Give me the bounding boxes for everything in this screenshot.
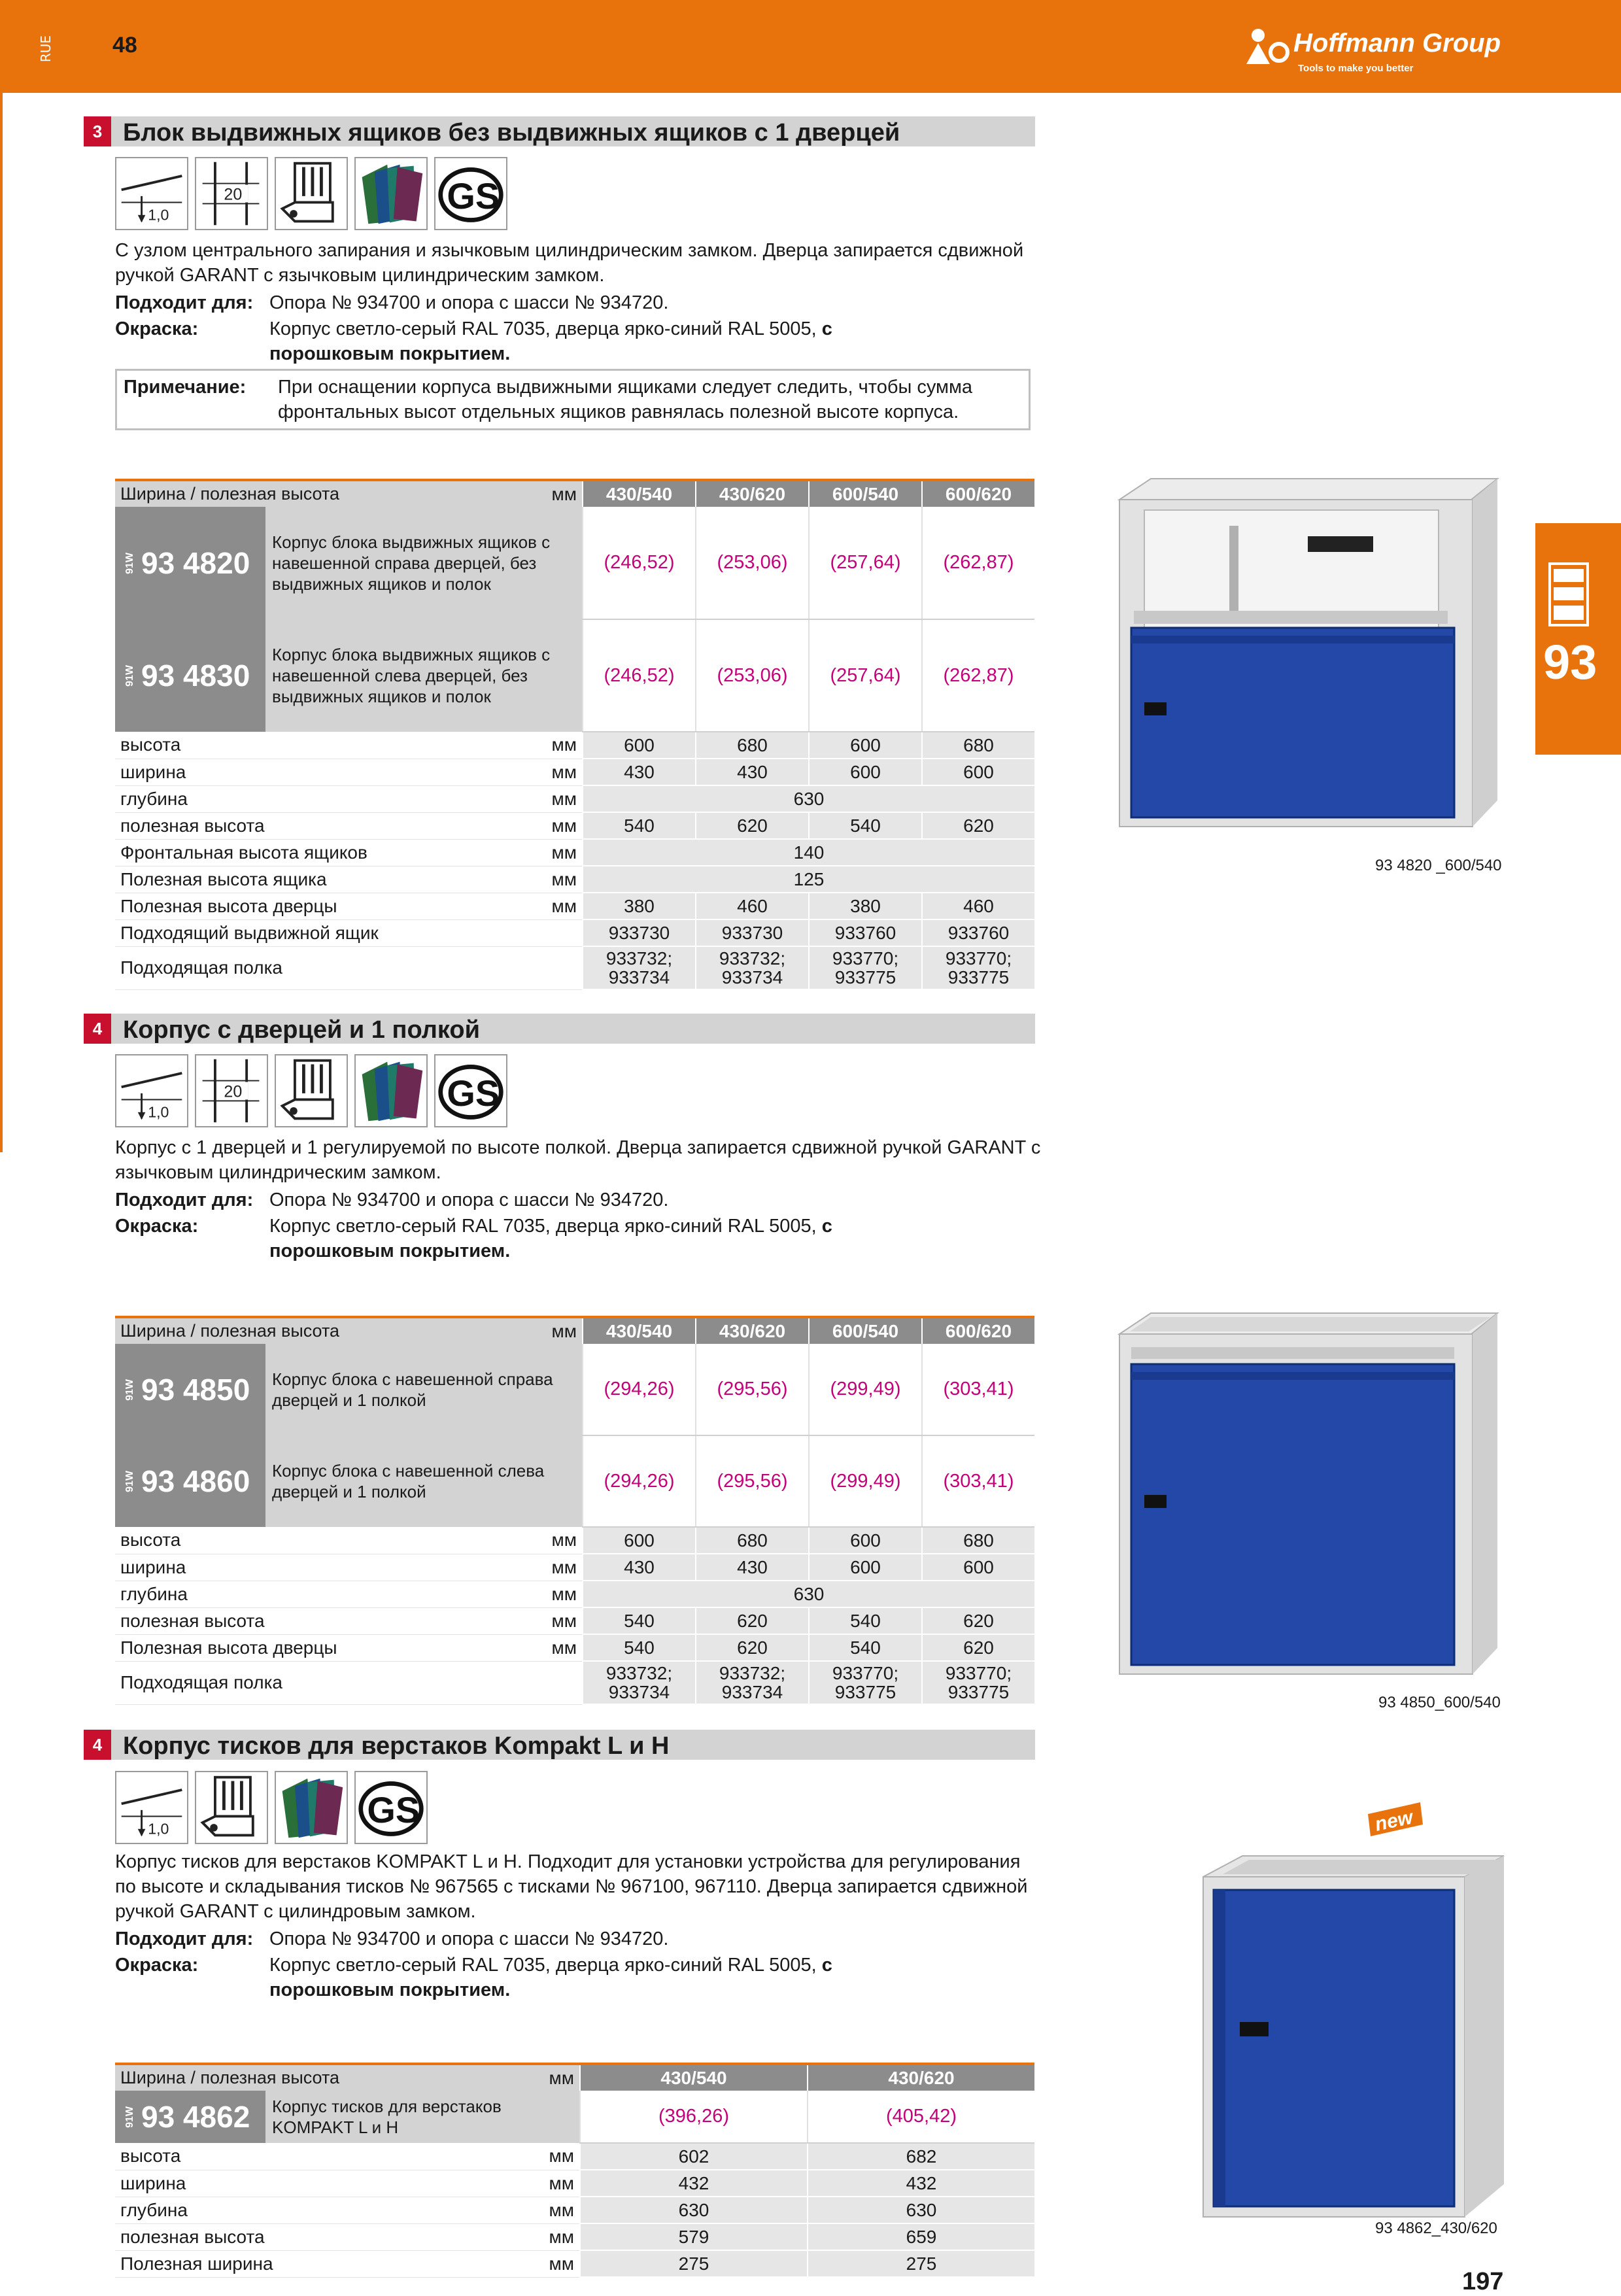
article-number: 93 4860 xyxy=(141,1464,250,1498)
article-price: (294,26) xyxy=(583,1344,696,1435)
svg-text:new: new xyxy=(1373,1806,1415,1836)
table-header xyxy=(115,480,1034,507)
spec-table xyxy=(115,2063,1034,2278)
fits-value: Опора № 934700 и опора с шасси № 934720. xyxy=(269,1928,669,1949)
spec-label: полезная высота xyxy=(115,1607,532,1634)
image-caption: 93 4850_600/540 xyxy=(1378,1694,1501,1711)
central-locking-icon xyxy=(275,1054,348,1127)
article-price: (299,49) xyxy=(809,1344,922,1435)
section-title: Корпус тисков для верстаков Kompakt L и H xyxy=(123,1732,670,1760)
svg-text:20: 20 xyxy=(224,1082,243,1101)
spec-value: 933730 xyxy=(696,919,809,946)
spec-value: 620 xyxy=(922,1634,1034,1661)
spec-value: 630 xyxy=(583,1581,1034,1607)
spec-value: 630 xyxy=(580,2197,808,2223)
spec-value: 620 xyxy=(696,1607,809,1634)
spec-label: Подходящая полка xyxy=(115,946,532,989)
fits-value: Опора № 934700 и опора с шасси № 934720. xyxy=(269,292,669,313)
article-description: Корпус тисков для верстаков KOMPAKT L и H xyxy=(265,2091,580,2143)
spec-value: 620 xyxy=(922,1607,1034,1634)
article-row xyxy=(115,1435,1034,1527)
article-code-cell xyxy=(115,1435,265,1527)
svg-text:GS: GS xyxy=(447,1072,500,1114)
spec-value: 432 xyxy=(808,2170,1034,2197)
spec-value: 933732; 933734 xyxy=(696,1661,809,1704)
col-header: 430/620 xyxy=(808,2064,1034,2091)
paint-value-bold: с порошковым покрытием. xyxy=(269,1216,832,1261)
chapter-number: 93 xyxy=(1543,635,1597,689)
col-header: 430/620 xyxy=(696,480,809,507)
hoffmann-logo-icon xyxy=(1245,26,1292,65)
note-text: При оснащении корпуса выдвижными ящиками следует следить, чтобы сумма фронтальных высот отдельных ящиков равнялась полезной высоте корпуса. xyxy=(278,377,973,422)
col-header: 430/620 xyxy=(696,1317,809,1344)
spec-value: 125 xyxy=(583,866,1034,893)
spec-label: ширина xyxy=(115,1554,532,1581)
table-header-unit: мм xyxy=(532,1317,583,1344)
spec-label: Фронтальная высота ящиков xyxy=(115,839,532,866)
article-code-cell xyxy=(115,507,265,619)
footer-page-number: 197 xyxy=(1462,2268,1504,2295)
product-image xyxy=(1190,1792,1517,2223)
article-description: Корпус блока выдвижных ящиков с навешенной слева дверцей, без выдвижных ящиков и полок xyxy=(265,619,583,732)
spec-unit: мм xyxy=(530,2223,580,2250)
spec-unit: мм xyxy=(532,1581,583,1607)
spec-value: 933770; 933775 xyxy=(809,946,922,989)
svg-text:1,0: 1,0 xyxy=(148,206,169,224)
spec-unit: мм xyxy=(530,2143,580,2170)
spec-label: полезная высота xyxy=(115,2223,530,2250)
spec-value: 659 xyxy=(808,2223,1034,2250)
paint-value-bold: с порошковым покрытием. xyxy=(269,1955,832,2000)
spec-value: 430 xyxy=(696,759,809,785)
spec-unit: мм xyxy=(532,1607,583,1634)
table-header-unit: мм xyxy=(530,2064,580,2091)
spec-value: 380 xyxy=(583,893,696,919)
gs-mark-icon xyxy=(354,1771,428,1844)
article-price: (257,64) xyxy=(809,619,922,732)
svg-text:1,0: 1,0 xyxy=(148,1103,169,1121)
section-description: С узлом центрального запирания и язычковым цилиндрическим замком. Дверца запирается сдвижной ручкой GARANT с язычковым цилиндрическим замком. xyxy=(115,240,1024,286)
spec-value: 680 xyxy=(922,1527,1034,1554)
spec-row xyxy=(115,2197,1034,2223)
spec-row xyxy=(115,1527,1034,1554)
spec-unit xyxy=(532,946,583,989)
spec-value: 540 xyxy=(583,1607,696,1634)
spec-row xyxy=(115,893,1034,919)
spec-value: 600 xyxy=(809,732,922,759)
svg-text:1,0: 1,0 xyxy=(148,1820,169,1838)
svg-text:20: 20 xyxy=(224,185,243,204)
spec-value: 140 xyxy=(583,839,1034,866)
svg-text:GS: GS xyxy=(447,175,500,217)
article-prefix: 91W xyxy=(124,1379,135,1401)
load-capacity-icon xyxy=(115,1054,188,1127)
feature-icons xyxy=(115,157,507,230)
spec-value: 933732; 933734 xyxy=(583,1661,696,1704)
spec-value: 540 xyxy=(583,812,696,839)
spec-unit: мм xyxy=(530,2170,580,2197)
drawer-cabinet-icon xyxy=(1548,562,1589,626)
fits-label: Подходит для: xyxy=(115,1190,254,1210)
spec-label: Полезная высота дверцы xyxy=(115,1634,532,1661)
section-title-bar xyxy=(84,1014,1035,1044)
spec-row xyxy=(115,2170,1034,2197)
color-swatches-icon xyxy=(354,157,428,230)
spec-label: Полезная высота ящика xyxy=(115,866,532,893)
central-locking-icon xyxy=(195,1771,268,1844)
paint-row xyxy=(115,1214,1044,1263)
feature-icons xyxy=(115,1054,507,1127)
article-prefix: 91W xyxy=(124,1470,135,1492)
fits-row xyxy=(115,1188,1044,1212)
fits-label: Подходит для: xyxy=(115,1928,254,1949)
spec-value: 430 xyxy=(583,759,696,785)
spec-value: 620 xyxy=(696,812,809,839)
spec-label: высота xyxy=(115,1527,532,1554)
spec-label: Полезная высота дверцы xyxy=(115,893,532,919)
article-description: Корпус блока выдвижных ящиков с навешенной справа дверцей, без выдвижных ящиков и полок xyxy=(265,507,583,619)
article-price: (405,42) xyxy=(808,2091,1034,2143)
note-box xyxy=(115,369,1031,430)
article-number: 93 4850 xyxy=(141,1373,250,1407)
article-price: (262,87) xyxy=(922,619,1034,732)
gs-mark-icon xyxy=(434,157,507,230)
spec-label: Подходящая полка xyxy=(115,1661,532,1704)
article-price: (253,06) xyxy=(696,619,809,732)
spec-value: 680 xyxy=(922,732,1034,759)
spec-unit: мм xyxy=(532,866,583,893)
spec-value: 460 xyxy=(696,893,809,919)
spec-value: 380 xyxy=(809,893,922,919)
spec-unit: мм xyxy=(532,785,583,812)
article-price: (262,87) xyxy=(922,507,1034,619)
col-header: 430/540 xyxy=(583,1317,696,1344)
article-row xyxy=(115,619,1034,732)
spec-unit: мм xyxy=(532,1554,583,1581)
spec-unit: мм xyxy=(532,839,583,866)
spec-unit: мм xyxy=(532,812,583,839)
load-capacity-icon xyxy=(115,1771,188,1844)
spec-value: 275 xyxy=(808,2250,1034,2277)
spec-value: 275 xyxy=(580,2250,808,2277)
article-number: 93 4862 xyxy=(141,2100,250,2134)
article-price: (303,41) xyxy=(922,1344,1034,1435)
paint-value: Корпус светло-серый RAL 7035, дверца ярко-синий RAL 5005, xyxy=(269,318,817,339)
section-title-bar xyxy=(84,1730,1035,1760)
drawer-height-icon xyxy=(195,157,268,230)
spec-table xyxy=(115,479,1034,990)
article-row xyxy=(115,2091,1034,2143)
article-code-cell xyxy=(115,619,265,732)
spec-value: 432 xyxy=(580,2170,808,2197)
gs-mark-icon xyxy=(434,1054,507,1127)
spec-value: 933732; 933734 xyxy=(583,946,696,989)
svg-text:GS: GS xyxy=(367,1789,420,1831)
drawer-height-icon xyxy=(195,1054,268,1127)
spec-value: 430 xyxy=(583,1554,696,1581)
spec-value: 540 xyxy=(809,1634,922,1661)
product-image xyxy=(1112,1308,1504,1681)
table-header xyxy=(115,1317,1034,1344)
fits-label: Подходит для: xyxy=(115,292,254,313)
table-header-label: Ширина / полезная высота xyxy=(115,480,532,507)
spec-label: ширина xyxy=(115,759,532,785)
spec-value: 933770; 933775 xyxy=(922,1661,1034,1704)
section-number: 4 xyxy=(84,1014,111,1044)
col-header: 600/540 xyxy=(809,480,922,507)
article-prefix: 91W xyxy=(124,2106,135,2128)
spec-unit: мм xyxy=(532,759,583,785)
page-number: 48 xyxy=(112,33,137,58)
article-row xyxy=(115,507,1034,619)
spec-row xyxy=(115,919,1034,946)
spec-table xyxy=(115,1316,1034,1705)
spec-row xyxy=(115,1554,1034,1581)
spec-value: 540 xyxy=(583,1634,696,1661)
language-code: RUE xyxy=(38,35,54,63)
spec-row xyxy=(115,1581,1034,1607)
table-header xyxy=(115,2064,1034,2091)
spec-value: 620 xyxy=(922,812,1034,839)
spec-value: 540 xyxy=(809,1607,922,1634)
spec-value: 933770; 933775 xyxy=(809,1661,922,1704)
section-number: 3 xyxy=(84,116,111,146)
article-price: (295,56) xyxy=(696,1344,809,1435)
spec-unit xyxy=(532,1661,583,1704)
spec-value: 602 xyxy=(580,2143,808,2170)
article-price: (396,26) xyxy=(580,2091,808,2143)
spec-row xyxy=(115,866,1034,893)
color-swatches-icon xyxy=(275,1771,348,1844)
spec-label: глубина xyxy=(115,785,532,812)
spec-row xyxy=(115,812,1034,839)
spec-row xyxy=(115,759,1034,785)
spec-value: 933730 xyxy=(583,919,696,946)
spec-value: 680 xyxy=(696,1527,809,1554)
article-price: (253,06) xyxy=(696,507,809,619)
spec-value: 620 xyxy=(696,1634,809,1661)
spec-value: 600 xyxy=(809,1554,922,1581)
article-code-cell xyxy=(115,1344,265,1435)
paint-label: Окраска: xyxy=(115,1216,199,1237)
section-title: Блок выдвижных ящиков без выдвижных ящиков с 1 дверцей xyxy=(123,119,900,146)
spec-value: 933760 xyxy=(922,919,1034,946)
spec-value: 933760 xyxy=(809,919,922,946)
table-header-unit: мм xyxy=(532,480,583,507)
table-header-label: Ширина / полезная высота xyxy=(115,2064,530,2091)
section-description: Корпус с 1 дверцей и 1 регулируемой по высоте полкой. Дверца запирается сдвижной ручкой GARANT с язычковым цилиндрическим замком. xyxy=(115,1137,1041,1183)
paint-row xyxy=(115,317,1044,366)
spec-value: 630 xyxy=(808,2197,1034,2223)
paint-label: Окраска: xyxy=(115,1955,199,1976)
load-capacity-icon xyxy=(115,157,188,230)
product-image xyxy=(1112,473,1504,840)
spec-row xyxy=(115,1607,1034,1634)
article-prefix: 91W xyxy=(124,664,135,687)
note-label: Примечание: xyxy=(124,377,247,398)
spec-label: полезная высота xyxy=(115,812,532,839)
article-code-cell xyxy=(115,2091,265,2143)
article-price: (303,41) xyxy=(922,1435,1034,1527)
spec-row xyxy=(115,946,1034,989)
spec-label: глубина xyxy=(115,2197,530,2223)
article-price: (246,52) xyxy=(583,507,696,619)
col-header: 600/620 xyxy=(922,1317,1034,1344)
spec-row xyxy=(115,839,1034,866)
col-header: 430/540 xyxy=(583,480,696,507)
central-locking-icon xyxy=(275,157,348,230)
paint-label: Окраска: xyxy=(115,318,199,339)
article-price: (294,26) xyxy=(583,1435,696,1527)
article-price: (257,64) xyxy=(809,507,922,619)
spec-row xyxy=(115,2250,1034,2277)
article-prefix: 91W xyxy=(124,552,135,574)
col-header: 600/540 xyxy=(809,1317,922,1344)
spec-value: 933770; 933775 xyxy=(922,946,1034,989)
spec-row xyxy=(115,785,1034,812)
spec-row xyxy=(115,2223,1034,2250)
section-description: Корпус тисков для верстаков KOMPAKT L и H. Подходит для установки устройства для регулирования по высоте и складывания тисков № 967565 с тисками № 967100, 967110. Дверца запирается сдвижной ручкой GARANT с цилиндровым замком. xyxy=(115,1851,1028,1922)
new-badge xyxy=(1365,1800,1425,1839)
spec-label: Подходящий выдвижной ящик xyxy=(115,919,532,946)
article-description: Корпус блока с навешенной справа дверцей и 1 полкой xyxy=(265,1344,583,1435)
article-number: 93 4830 xyxy=(141,659,250,693)
spec-unit xyxy=(532,919,583,946)
spec-value: 460 xyxy=(922,893,1034,919)
spec-value: 579 xyxy=(580,2223,808,2250)
spec-label: Полезная ширина xyxy=(115,2250,530,2277)
spec-unit: мм xyxy=(532,1527,583,1554)
article-price: (246,52) xyxy=(583,619,696,732)
fits-row xyxy=(115,290,1044,315)
paint-value: Корпус светло-серый RAL 7035, дверца ярко-синий RAL 5005, xyxy=(269,1955,817,1976)
article-number: 93 4820 xyxy=(141,546,250,580)
spec-row xyxy=(115,2143,1034,2170)
brand-tagline: Tools to make you better xyxy=(1298,63,1414,74)
spec-row xyxy=(115,1634,1034,1661)
article-price: (299,49) xyxy=(809,1435,922,1527)
paint-value-bold: с порошковым покрытием. xyxy=(269,318,832,364)
spec-label: глубина xyxy=(115,1581,532,1607)
spec-label: ширина xyxy=(115,2170,530,2197)
brand-name: Hoffmann Group xyxy=(1293,29,1501,58)
section-title-bar xyxy=(84,116,1035,146)
spec-unit: мм xyxy=(532,732,583,759)
article-row xyxy=(115,1344,1034,1435)
spec-unit: мм xyxy=(530,2250,580,2277)
spec-value: 600 xyxy=(809,759,922,785)
paint-value: Корпус светло-серый RAL 7035, дверца ярко-синий RAL 5005, xyxy=(269,1216,817,1237)
spec-value: 600 xyxy=(583,732,696,759)
spec-value: 600 xyxy=(583,1527,696,1554)
spec-unit: мм xyxy=(532,893,583,919)
fits-row xyxy=(115,1927,1044,1951)
section-number: 4 xyxy=(84,1730,111,1760)
color-swatches-icon xyxy=(354,1054,428,1127)
article-price: (295,56) xyxy=(696,1435,809,1527)
spec-value: 933732; 933734 xyxy=(696,946,809,989)
section-title: Корпус с дверцей и 1 полкой xyxy=(123,1016,480,1044)
spec-unit: мм xyxy=(530,2197,580,2223)
spec-value: 540 xyxy=(809,812,922,839)
spec-row xyxy=(115,732,1034,759)
spec-value: 430 xyxy=(696,1554,809,1581)
spec-label: высота xyxy=(115,732,532,759)
left-accent-line xyxy=(0,93,3,1152)
image-caption: 93 4862_430/620 xyxy=(1375,2219,1497,2237)
spec-value: 600 xyxy=(922,1554,1034,1581)
spec-label: высота xyxy=(115,2143,530,2170)
paint-row xyxy=(115,1953,1044,2002)
table-header-label: Ширина / полезная высота xyxy=(115,1317,532,1344)
spec-unit: мм xyxy=(532,1634,583,1661)
spec-value: 600 xyxy=(809,1527,922,1554)
fits-value: Опора № 934700 и опора с шасси № 934720. xyxy=(269,1190,669,1210)
col-header: 600/620 xyxy=(922,480,1034,507)
spec-value: 680 xyxy=(696,732,809,759)
spec-value: 630 xyxy=(583,785,1034,812)
feature-icons xyxy=(115,1771,428,1844)
spec-row xyxy=(115,1661,1034,1704)
image-caption: 93 4820 _600/540 xyxy=(1375,857,1502,874)
spec-value: 600 xyxy=(922,759,1034,785)
spec-value: 682 xyxy=(808,2143,1034,2170)
article-description: Корпус блока с навешенной слева дверцей и 1 полкой xyxy=(265,1435,583,1527)
col-header: 430/540 xyxy=(580,2064,808,2091)
